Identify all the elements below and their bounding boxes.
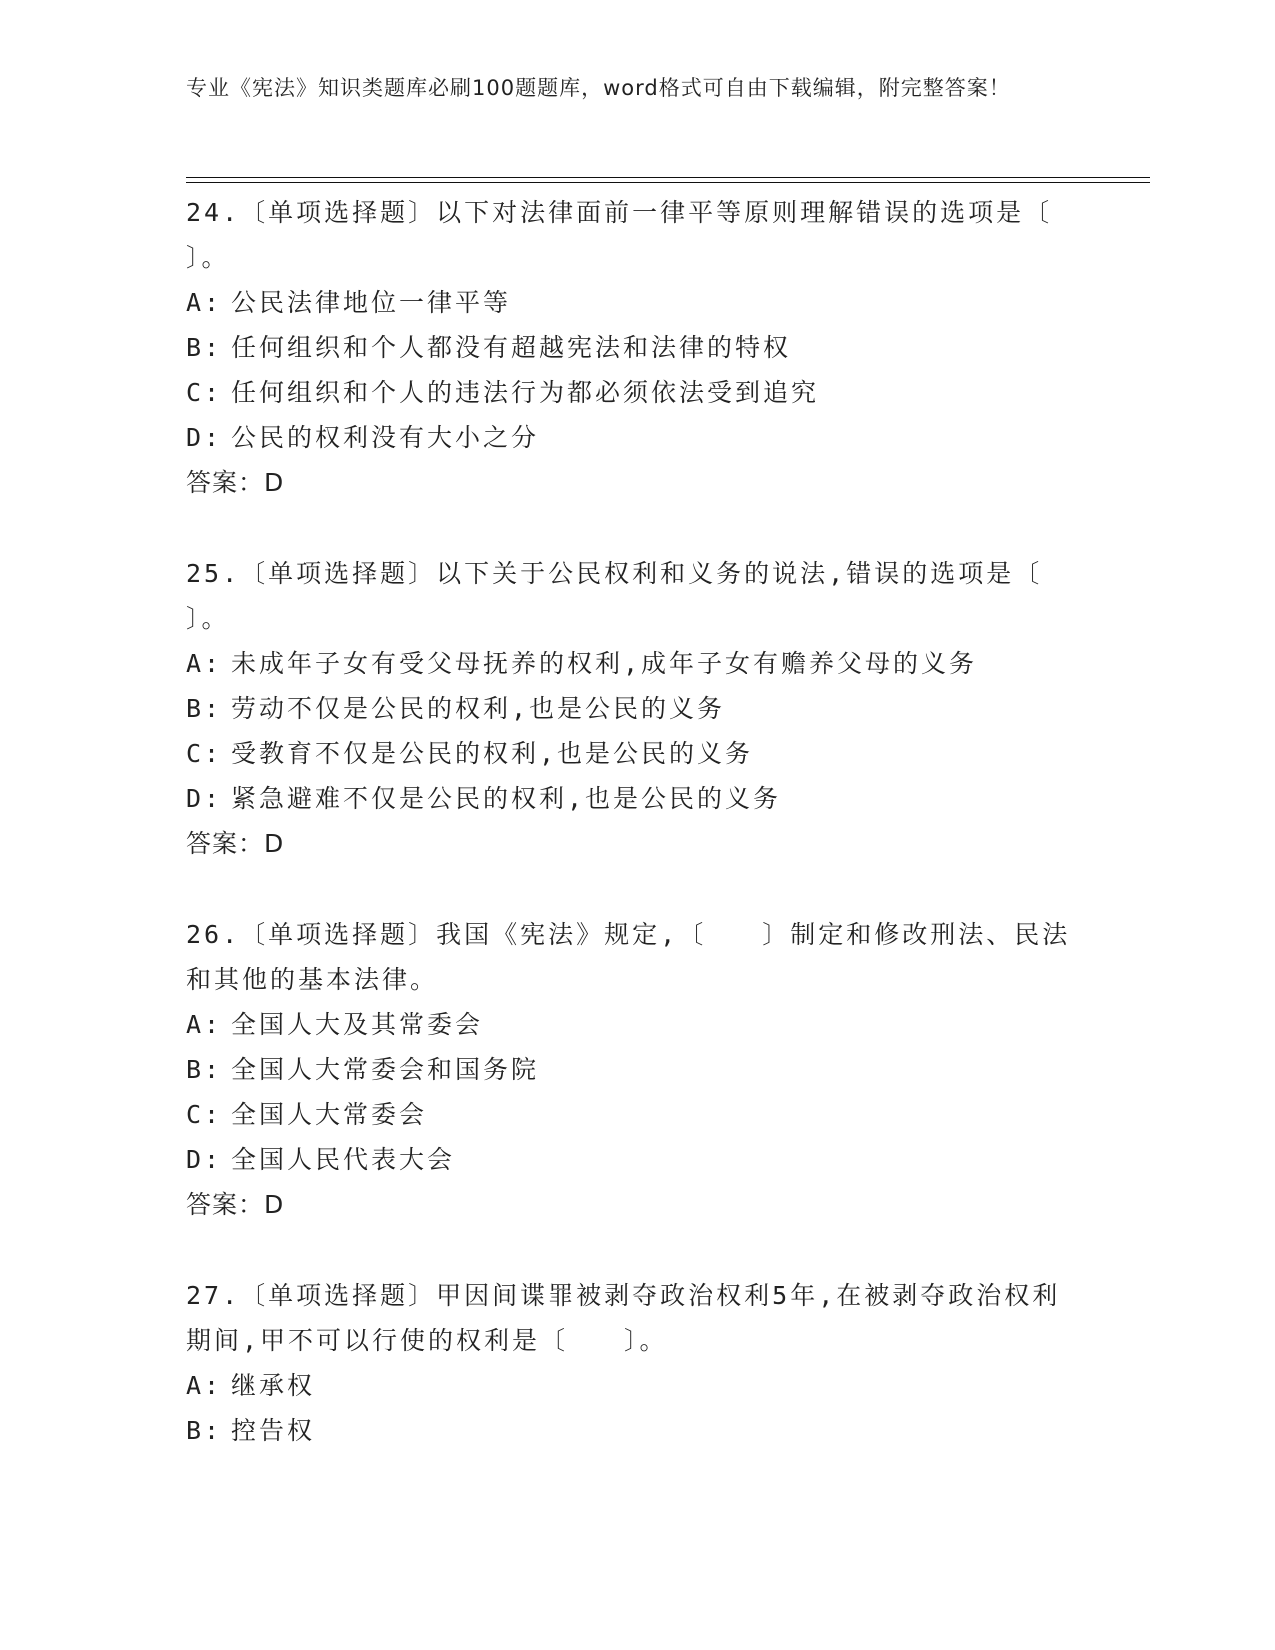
document-header: 专业《宪法》知识类题库必刷100题题库，word格式可自由下载编辑，附完整答案！: [186, 76, 1011, 100]
option-text: 紧急避难不仅是公民的权利,也是公民的义务: [231, 784, 782, 813]
option-a: [186, 280, 1086, 325]
option-text: 全国人大常委会和国务院: [231, 1055, 540, 1084]
option-d: [186, 1137, 1086, 1182]
option-text: 受教育不仅是公民的权利,也是公民的义务: [231, 739, 754, 768]
question-list: [186, 190, 1086, 1499]
question-stem: 26.〔单项选择题〕我国《宪法》规定,〔 〕制定和修改刑法、民法和其他的基本法律。: [186, 920, 1071, 994]
header-rule-bottom: [186, 182, 1150, 183]
option-letter: D:: [186, 784, 223, 813]
question-stem: 27.〔单项选择题〕甲因间谍罪被剥夺政治权利5年,在被剥夺政治权利期间,甲不可以行使的权利是〔 〕。: [186, 1281, 1061, 1355]
option-b: [186, 686, 1086, 731]
option-letter: B:: [186, 1055, 223, 1084]
question-25: [186, 551, 1086, 866]
option-text: 全国人大常委会: [231, 1100, 428, 1129]
option-text: 劳动不仅是公民的权利,也是公民的义务: [231, 694, 726, 723]
option-letter: A:: [186, 1371, 223, 1400]
option-letter: D:: [186, 1145, 223, 1174]
option-letter: B:: [186, 333, 223, 362]
option-letter: C:: [186, 378, 223, 407]
option-letter: A:: [186, 288, 223, 317]
header-rule-top: [186, 177, 1150, 178]
answer-line: 答案：D: [186, 829, 285, 858]
option-text: 继承权: [231, 1371, 316, 1400]
option-letter: C:: [186, 739, 223, 768]
option-c: [186, 731, 1086, 776]
question-stem: 25.〔单项选择题〕以下关于公民权利和义务的说法,错误的选项是〔 〕。: [186, 559, 1043, 633]
option-text: 任何组织和个人都没有超越宪法和法律的特权: [231, 333, 792, 362]
question-27: [186, 1273, 1086, 1453]
option-c: [186, 370, 1086, 415]
option-text: 控告权: [231, 1416, 316, 1445]
answer-line: 答案：D: [186, 1190, 285, 1219]
question-26: [186, 912, 1086, 1227]
option-letter: B:: [186, 694, 223, 723]
option-d: [186, 776, 1086, 821]
option-d: [186, 415, 1086, 460]
option-letter: B:: [186, 1416, 223, 1445]
option-text: 公民法律地位一律平等: [231, 288, 512, 317]
option-letter: A:: [186, 649, 223, 678]
option-a: [186, 1002, 1086, 1047]
option-a: [186, 1363, 1086, 1408]
option-b: [186, 1047, 1086, 1092]
option-text: 全国人大及其常委会: [231, 1010, 484, 1039]
option-text: 任何组织和个人的违法行为都必须依法受到追究: [231, 378, 820, 407]
option-letter: A:: [186, 1010, 223, 1039]
question-stem: 24.〔单项选择题〕以下对法律面前一律平等原则理解错误的选项是〔 〕。: [186, 198, 1053, 272]
question-24: [186, 190, 1086, 505]
option-a: [186, 641, 1086, 686]
option-text: 全国人民代表大会: [231, 1145, 456, 1174]
option-text: 公民的权利没有大小之分: [231, 423, 540, 452]
answer-line: 答案：D: [186, 468, 285, 497]
option-letter: D:: [186, 423, 223, 452]
option-b: [186, 1408, 1086, 1453]
option-letter: C:: [186, 1100, 223, 1129]
option-text: 未成年子女有受父母抚养的权利,成年子女有赡养父母的义务: [231, 649, 978, 678]
option-c: [186, 1092, 1086, 1137]
option-b: [186, 325, 1086, 370]
